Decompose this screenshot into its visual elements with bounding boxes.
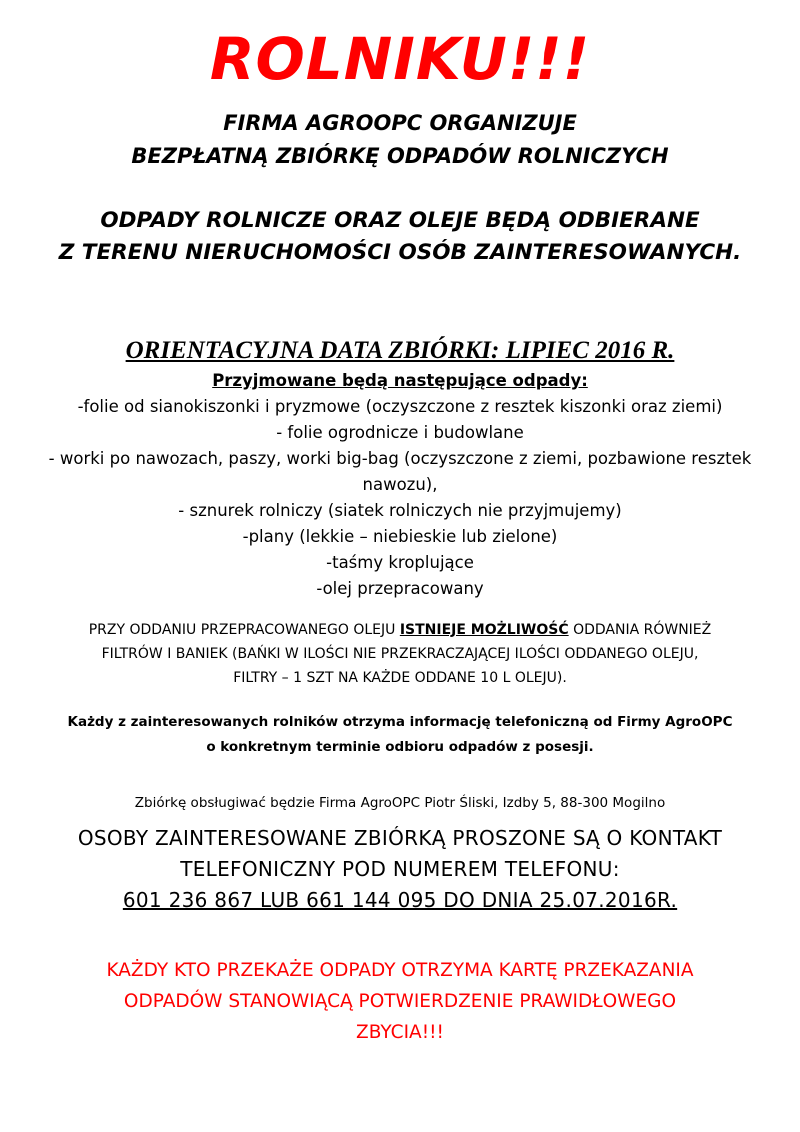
oil-note-line-3: FILTRY – 1 SZT NA KAŻDE ODDANE 10 L OLEJU). [233,670,567,686]
pickup-line-1: ODPADY ROLNICZE ORAZ OLEJE BĘDĄ ODBIERANE [100,208,700,233]
info-block [15,710,785,760]
waste-list-heading: Przyjmowane będą następujące odpady: [212,371,588,390]
operator-line: Zbiórkę obsługiwać będzie Firma AgroOPC Piotr Śliski, Izdby 5, 88-300 Mogilno [134,794,666,811]
oil-note-part-2: ODDANIA RÓWNIEŻ [573,622,712,638]
oil-note-emphasis: ISTNIEJE MOŻLIWOŚĆ [399,622,569,638]
intro-line-2: BEZPŁATNĄ ZBIÓRKĘ ODPADÓW ROLNICZYCH [131,144,669,168]
contact-block [15,823,785,916]
contact-line-2: TELEFONICZNY POD NUMEREM TELEFONU: [180,857,620,881]
oil-note-line-1 [15,618,785,642]
list-item: -folie od sianokiszonki i pryzmowe (oczyszczone z resztek kiszonki oraz ziemi) [77,397,723,416]
oil-note [15,618,785,690]
pickup-line-2: Z TERENU NIERUCHOMOŚCI OSÓB ZAINTERESOWANYCH. [58,240,742,265]
contact-line-1: OSOBY ZAINTERESOWANE ZBIÓRKĄ PROSZONE SĄ O KONTAKT [77,826,723,850]
list-item: nawozu), [362,475,438,494]
intro-line-1: FIRMA AGROOPC ORGANIZUJE [223,111,577,135]
flyer-title: ROLNIKU!!! [209,25,591,93]
list-item: - folie ogrodnicze i budowlane [276,423,524,442]
intro-block [0,107,800,173]
collection-date: ORIENTACYJNA DATA ZBIÓRKI: LIPIEC 2016 R. [125,337,675,364]
waste-list [20,368,780,602]
list-item: -plany (lekkie – niebieskie lub zielone) [242,527,558,546]
info-line-1: Każdy z zainteresowanych rolników otrzyma informację telefoniczną od Firmy AgroOPC [67,714,733,730]
oil-note-part-1: PRZY ODDANIU PRZEPRACOWANEGO OLEJU [88,622,396,638]
phone-numbers: 601 236 867 LUB 661 144 095 DO DNIA 25.07.2016R. [122,888,678,912]
list-item: -taśmy kroplujące [326,553,474,572]
notice-block [15,955,785,1048]
list-item: -olej przepracowany [316,579,484,598]
notice-line-3: ZBYCIA!!! [356,1022,444,1043]
notice-line-2: ODPADÓW STANOWIĄCĄ POTWIERDZENIE PRAWIDŁOWEGO [123,991,677,1012]
list-item: - worki po nawozach, paszy, worki big-bag (oczyszczone z ziemi, pozbawione resztek [48,449,752,468]
info-line-2: o konkretnym terminie odbioru odpadów z posesji. [206,739,594,755]
oil-note-line-2: FILTRÓW I BANIEK (BAŃKI W ILOŚCI NIE PRZEKRACZAJĄCEJ ILOŚCI ODDANEGO OLEJU, [101,646,699,662]
notice-line-1: KAŻDY KTO PRZEKAŻE ODPADY OTRZYMA KARTĘ PRZEKAZANIA [106,960,694,981]
pickup-block [0,205,800,269]
list-item: - sznurek rolniczy (siatek rolniczych nie przyjmujemy) [178,501,622,520]
